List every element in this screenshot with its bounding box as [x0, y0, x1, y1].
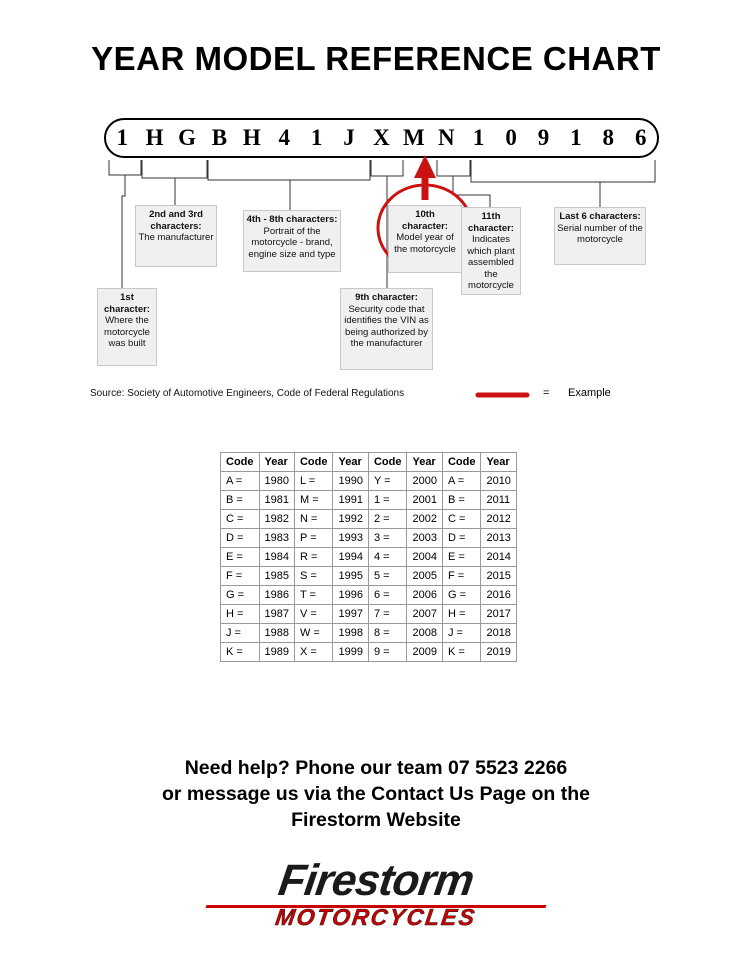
callout-body: Security code that identifies the VIN as being authorized by the manufacturer — [344, 303, 429, 349]
code-cell: H = — [221, 605, 260, 624]
code-cell: E = — [442, 548, 481, 567]
year-cell: 2019 — [481, 643, 516, 662]
vin-character: X — [373, 125, 390, 150]
logo-subtext: MOTORCYCLES — [273, 904, 479, 930]
year-cell-highlighted: 1991 — [333, 491, 368, 510]
callout-heading: Last 6 characters: — [559, 211, 641, 222]
code-cell: 7 = — [368, 605, 407, 624]
year-code-table — [220, 452, 517, 662]
year-cell: 2015 — [481, 567, 516, 586]
code-cell: 3 = — [368, 529, 407, 548]
table-row — [221, 472, 517, 491]
column-header: Year — [407, 453, 442, 472]
year-cell: 1993 — [333, 529, 368, 548]
callout-body: Indicates which plant assembled the motorcycle — [467, 234, 515, 291]
vin-character-highlighted: M — [403, 125, 425, 150]
code-cell: 1 = — [368, 491, 407, 510]
column-header: Code — [294, 453, 333, 472]
year-cell: 1996 — [333, 586, 368, 605]
help-line-1: Need help? Phone our team 07 5523 2266 — [184, 757, 568, 779]
logo-wordmark: Firestorm — [275, 856, 477, 905]
help-text — [0, 755, 752, 833]
year-cell: 2005 — [407, 567, 442, 586]
code-cell: G = — [221, 586, 260, 605]
column-header: Code — [442, 453, 481, 472]
callout-heading: 11th character: — [468, 211, 514, 234]
year-cell: 2018 — [481, 624, 516, 643]
year-cell: 1990 — [333, 472, 368, 491]
year-cell: 1999 — [333, 643, 368, 662]
table-row — [221, 567, 517, 586]
code-cell: V = — [294, 605, 333, 624]
year-cell: 2008 — [407, 624, 442, 643]
vin-character: 1 — [310, 125, 323, 150]
table-row — [221, 529, 517, 548]
code-cell: 6 = — [368, 586, 407, 605]
vin-character: H — [242, 125, 261, 150]
table-row — [221, 491, 517, 510]
callout-first-character — [97, 288, 157, 366]
code-cell: L = — [294, 472, 333, 491]
year-cell: 1995 — [333, 567, 368, 586]
vin-character: 1 — [116, 125, 128, 150]
page-title: YEAR MODEL REFERENCE CHART — [91, 40, 661, 77]
vin-character: J — [343, 125, 355, 150]
code-cell: F = — [221, 567, 260, 586]
code-cell: B = — [221, 491, 260, 510]
table-header-row — [221, 453, 517, 472]
year-cell: 2009 — [407, 643, 442, 662]
callout-eleventh-character — [461, 207, 521, 295]
vin-capsule — [104, 118, 659, 158]
year-cell: 2000 — [407, 472, 442, 491]
callout-heading: 10th character: — [402, 209, 448, 232]
code-cell: Y = — [368, 472, 407, 491]
code-cell: C = — [442, 510, 481, 529]
vin-character: 4 — [278, 125, 290, 150]
vin-character: 6 — [634, 125, 647, 150]
code-cell: D = — [442, 529, 481, 548]
callout-tenth-character — [388, 205, 462, 273]
year-cell: 2017 — [481, 605, 516, 624]
vin-character: 1 — [570, 125, 582, 150]
column-header: Year — [481, 453, 516, 472]
code-cell: T = — [294, 586, 333, 605]
year-cell: 2003 — [407, 529, 442, 548]
table-row — [221, 643, 517, 662]
year-cell: 1986 — [259, 586, 294, 605]
year-cell: 2002 — [407, 510, 442, 529]
callout-body: Where the motorcycle was built — [104, 315, 150, 349]
help-line-3: Firestorm Website — [291, 809, 461, 831]
code-cell: C = — [221, 510, 260, 529]
year-cell: 2014 — [481, 548, 516, 567]
code-cell: H = — [442, 605, 481, 624]
help-line-2: or message us via the Contact Us Page on the — [161, 783, 591, 805]
year-cell: 2016 — [481, 586, 516, 605]
year-cell: 2006 — [407, 586, 442, 605]
vin-character: 0 — [505, 125, 517, 150]
table-row — [221, 624, 517, 643]
code-cell: W = — [294, 624, 333, 643]
year-cell: 2011 — [481, 491, 516, 510]
code-cell: A = — [442, 472, 481, 491]
year-cell: 2007 — [407, 605, 442, 624]
code-cell: E = — [221, 548, 260, 567]
code-cell: D = — [221, 529, 260, 548]
source-note: Source: Society of Automotive Engineers, Code of Federal Regulations — [90, 388, 405, 399]
code-cell: 8 = — [368, 624, 407, 643]
code-cell: X = — [294, 643, 333, 662]
code-cell: J = — [221, 624, 260, 643]
table-row — [221, 548, 517, 567]
vin-character: 9 — [537, 125, 550, 150]
column-header: Code — [368, 453, 407, 472]
code-cell: S = — [294, 567, 333, 586]
callout-heading: 2nd and 3rd characters: — [149, 209, 203, 232]
vin-character: 8 — [602, 125, 615, 150]
table-row — [221, 510, 517, 529]
code-cell: 4 = — [368, 548, 407, 567]
year-cell: 2004 — [407, 548, 442, 567]
column-header: Year — [259, 453, 294, 472]
callout-heading: 1st character: — [104, 292, 150, 315]
callout-heading: 9th character: — [355, 292, 418, 303]
code-cell: F = — [442, 567, 481, 586]
callout-fourth-eighth-characters — [243, 210, 341, 272]
callout-body: The manufacturer — [138, 232, 214, 243]
year-cell: 1994 — [333, 548, 368, 567]
year-cell: 1984 — [259, 548, 294, 567]
year-cell: 1982 — [259, 510, 294, 529]
year-cell: 1998 — [333, 624, 368, 643]
callout-body: Serial number of the motorcycle — [557, 222, 643, 245]
callout-ninth-character — [340, 288, 433, 370]
year-cell: 1981 — [259, 491, 294, 510]
year-cell: 1997 — [333, 605, 368, 624]
legend-example-label: Example — [568, 387, 611, 399]
callout-heading: 4th - 8th characters: — [246, 214, 338, 225]
code-cell-highlighted: M = — [294, 491, 333, 510]
callout-body: Model year of the motorcycle — [394, 232, 456, 255]
column-header: Year — [333, 453, 368, 472]
year-cell: 2012 — [481, 510, 516, 529]
year-cell: 2013 — [481, 529, 516, 548]
code-cell: N = — [294, 510, 333, 529]
year-cell: 1980 — [259, 472, 294, 491]
vin-character: H — [145, 125, 164, 150]
callout-second-third-characters — [135, 205, 217, 267]
year-cell: 1987 — [259, 605, 294, 624]
code-cell: G = — [442, 586, 481, 605]
code-cell: A = — [221, 472, 260, 491]
year-cell: 2001 — [407, 491, 442, 510]
callout-last-six-characters — [554, 207, 646, 265]
year-cell: 1992 — [333, 510, 368, 529]
code-cell: R = — [294, 548, 333, 567]
code-cell: P = — [294, 529, 333, 548]
code-cell: K = — [442, 643, 481, 662]
code-cell: J = — [442, 624, 481, 643]
vin-character: B — [211, 125, 228, 150]
column-header: Code — [221, 453, 260, 472]
code-cell: 9 = — [368, 643, 407, 662]
vin-character: G — [178, 125, 196, 150]
vin-character: 1 — [472, 125, 485, 150]
table-row — [221, 586, 517, 605]
year-cell: 1983 — [259, 529, 294, 548]
table-row — [221, 605, 517, 624]
year-cell: 2010 — [481, 472, 516, 491]
code-cell: B = — [442, 491, 481, 510]
vin-character: N — [437, 125, 455, 150]
year-cell: 1985 — [259, 567, 294, 586]
firestorm-logo — [196, 858, 556, 938]
code-cell: 5 = — [368, 567, 407, 586]
code-cell: K = — [221, 643, 260, 662]
year-cell: 1989 — [259, 643, 294, 662]
year-cell: 1988 — [259, 624, 294, 643]
callout-body: Portrait of the motorcycle - brand, engine size and type — [248, 225, 336, 260]
code-cell: 2 = — [368, 510, 407, 529]
legend-equals: = — [543, 387, 550, 399]
